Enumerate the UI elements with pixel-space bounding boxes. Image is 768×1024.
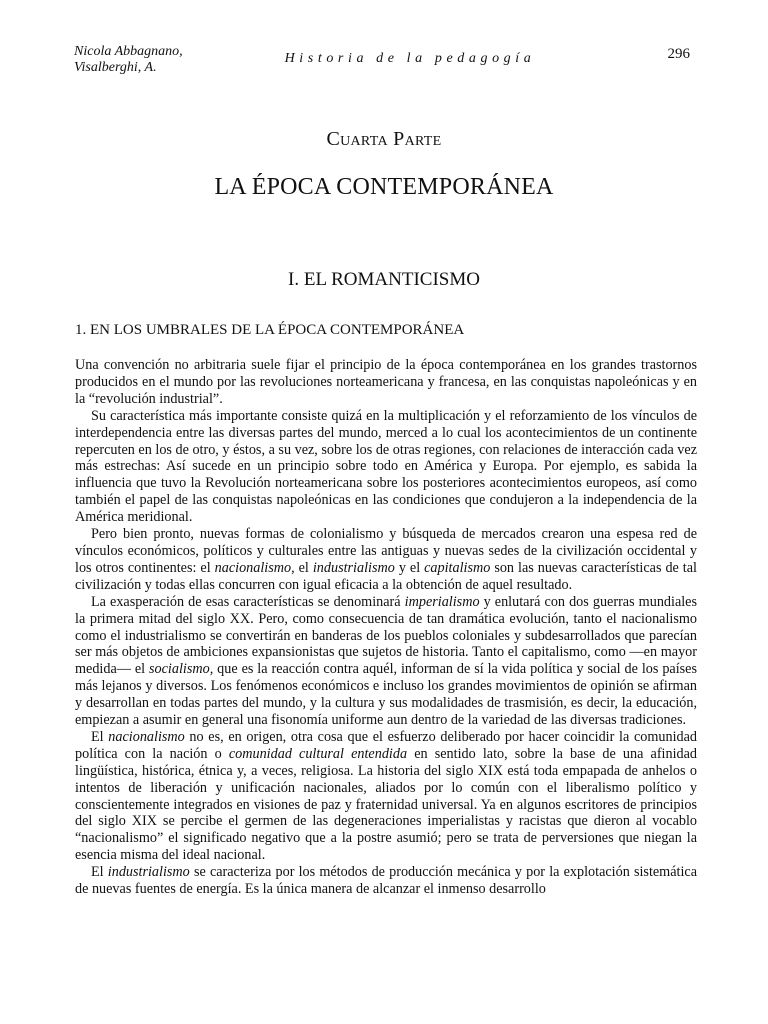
paragraph-5 [75, 729, 697, 864]
emphasis: nacionalismo [214, 559, 292, 576]
text-run: se caracteriza por los métodos de producción mecánica y por la explotación sistemática de nuevas fuentes de energía. Es la única manera de alcanzar el inmenso desarrollo [75, 864, 697, 898]
author-line-1: Nicola Abbagnano, [74, 44, 183, 59]
text-run: que es la reacción contra aquél, informan de sí la vida política y social de los países más lejanos y diversos. Los fenómenos económicos e incluso los grandes movimientos de opinión se afirman y desarrollan en todas partes del mundo, y la cultura y sus modalidades de trasmisión, es decir, la educación, empiezan a asumir en general una fisonomía uniforme aun dentro de la variedad de las diversas tradiciones. [75, 661, 697, 729]
text-run: y el [394, 559, 425, 576]
text-run: El [91, 728, 109, 745]
text-run: en sentido lato, sobre la base de una afinidad lingüística, histórica, étnica y, a veces, religiosa. La historia del siglo XIX está toda empapada de anhelos o intentos de liberación y unificación nacionales, aliados por lo común con el liberalismo político y conscientemente integrados en visiones de paz y fraternidad universal. Ya en algunos escritores de principios del siglo XIX se percibe el germen de las degeneraciones imperialistas y racistas que dieron al vocablo “nacionalismo” el significado negativo que a la postre asumió; pero se trata de perversiones que niegan la esencia misma del ideal nacional. [75, 745, 698, 864]
header-book-title: Historia de la pedagogía [284, 51, 536, 66]
body-text [75, 357, 697, 898]
emphasis: industrialismo [107, 864, 190, 881]
paragraph-4 [75, 594, 697, 729]
emphasis: capitalismo [424, 559, 491, 576]
emphasis: industrialismo [312, 559, 395, 576]
text-run: y enlutará con dos guerras mundiales la primera mitad del siglo XX. Pero, como consecuencia de tan dramática evolución, tanto el nacionalismo como el industrialismo se convertirán en banderas de los pueblos coloniales y subdesarrollados que parecían ser más objetos de ambiciones expansionistas que sujetos de historia. Tanto el capitalismo, como —en mayor medida— el [75, 593, 697, 678]
emphasis: nacionalismo [108, 728, 185, 745]
text-run: , el [291, 559, 313, 576]
emphasis: imperialismo [404, 593, 480, 610]
text-run: son las nuevas características de tal civilización y todas ellas concurren con igual eficacia a la obtención de aquel resultado. [75, 559, 697, 593]
author-line-2: Visalberghi, A. [74, 60, 157, 75]
emphasis: comunidad cultural entendida [228, 745, 408, 762]
paragraph-2: Su característica más importante consiste quizá en la multiplicación y el reforzamiento de los vínculos de interdependencia entre las diversas partes del mundo, merced a lo cual los acontecimientos de un continente repercuten en los de otro, y éstos, a su vez, sobre los de otras regiones, con relaciones de interacción cada vez más estrechas: Así sucede en un principio sobre todo en América y Europa. Por ejemplo, es sabida la influencia que tuvo la Revolución norteamericana sobre los posteriores acontecimientos europeos, así como también el papel de las conquistas napoleónicas en las condiciones que condujeron a la independencia de la América meridional. [75, 407, 697, 526]
text-run: Pero bien pronto, nuevas formas de colonialismo y búsqueda de mercados crearon una espesa red de vínculos económicos, políticos y culturales entre las antiguas y nuevas sedes de la civilización occidental y los otros continentes: el [75, 526, 697, 576]
chapter-title: I. EL ROMANTICISMO [288, 269, 480, 290]
paragraph-1: Una convención no arbitraria suele fijar el principio de la época contemporánea en los grandes trastornos producidos en el mundo por las revoluciones norteamericana y francesa, en las conquistas napoleónicas y en la “revolución industrial”. [75, 357, 697, 407]
section-title: 1. EN LOS UMBRALES DE LA ÉPOCA CONTEMPORÁNEA [75, 322, 465, 338]
emphasis: socialismo, [149, 661, 214, 678]
paragraph-3 [75, 526, 697, 594]
page-number: 296 [667, 46, 690, 62]
text-run: La exasperación de esas características se denominará [91, 593, 405, 610]
text-run: no es, en origen, otra cosa que el esfuerzo deliberado por hacer coincidir la comunidad política con la nación o [75, 728, 697, 762]
part-title: Cuarta Parte [326, 128, 442, 150]
paragraph-6 [75, 864, 697, 898]
main-title: LA ÉPOCA CONTEMPORÁNEA [214, 174, 554, 200]
text-run: El [91, 864, 108, 881]
